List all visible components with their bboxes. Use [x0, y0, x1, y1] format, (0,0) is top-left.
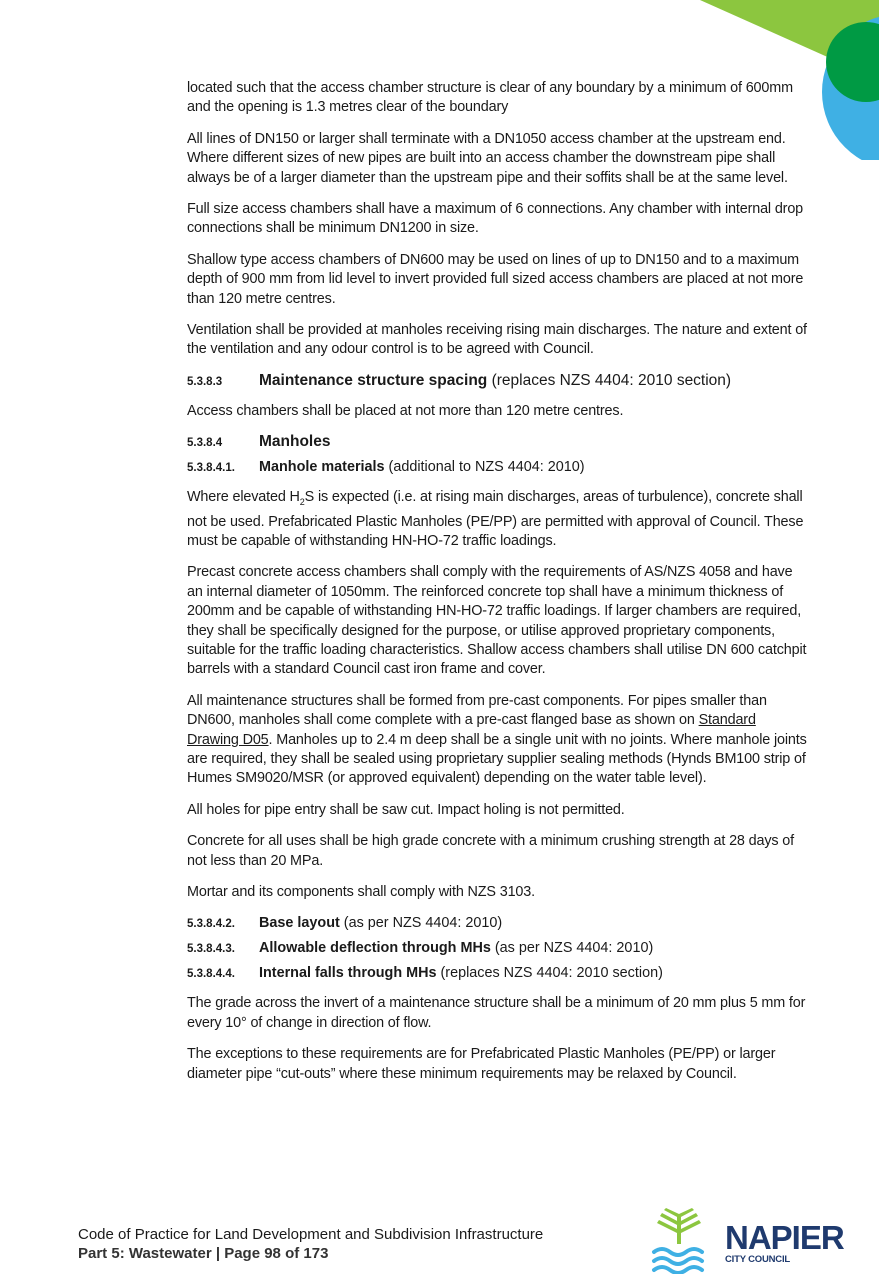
paragraph: All lines of DN150 or larger shall terminate with a DN1050 access chamber at the upstream end. Where different sizes of new pipes are built into an access chamber the downstream pipe shall always be of a larger diameter than the upstream pipe and their soffits shall be at the same level. [187, 130, 788, 186]
section-heading-5383 [187, 372, 807, 390]
subscript: 2 [299, 497, 305, 508]
logo-subtitle: CITY COUNCIL [725, 1254, 790, 1265]
section-number: 5.3.8.4.2. [187, 918, 235, 931]
section-heading-5384 [187, 433, 807, 451]
section-title: Allowable deflection through MHs [259, 940, 491, 957]
paragraph: Mortar and its components shall comply with NZS 3103. [187, 884, 535, 901]
section-number: 5.3.8.4.1. [187, 462, 235, 475]
text-run: Where elevated H [187, 489, 300, 506]
section-number: 5.3.8.4.4. [187, 968, 235, 981]
logo-name: NAPIER [725, 1219, 844, 1256]
section-title: Manholes [259, 433, 331, 451]
document-body [187, 79, 807, 1096]
paragraph: Shallow type access chambers of DN600 may be used on lines of up to DN150 and to a maximum depth of 900 mm from lid level to invert provided full sized access chambers are placed at not more than 120 metre centres. [187, 251, 804, 307]
section-heading-53841 [187, 458, 807, 476]
paragraph: The grade across the invert of a maintenance structure shall be a minimum of 20 mm plus 5 mm for every 10° of change in direction of flow. [187, 995, 806, 1031]
text-run: All maintenance structures shall be formed from pre-cast components. For pipes smaller than DN600, manholes shall come complete with a pre-cast flanged base as shown on [187, 692, 767, 729]
paragraph: Ventilation shall be provided at manholes receiving rising main discharges. The nature and extent of the ventilation and any odour control is to be agreed with Council. [187, 322, 807, 358]
section-title: Base layout [259, 915, 340, 932]
paragraph: located such that the access chamber structure is clear of any boundary by a minimum of 600mm and the opening is 1.3 metres clear of the boundary [187, 80, 793, 116]
section-title: Internal falls through MHs [259, 965, 437, 982]
footer-title: Code of Practice for Land Development and Subdivision Infrastructure [78, 1226, 544, 1243]
footer-page-info: Part 5: Wastewater | Page 98 of 173 [78, 1245, 329, 1262]
paragraph: The exceptions to these requirements are for Prefabricated Plastic Manholes (PE/PP) or larger diameter pipe “cut-outs” where these minimum requirements may be relaxed by Council. [187, 1046, 776, 1082]
paragraph [187, 488, 807, 551]
paragraph: Precast concrete access chambers shall comply with the requirements of AS/NZS 4058 and have an internal diameter of 1050mm. The reinforced concrete top shall have a minimum thickness of 200mm and be capable of withstanding HN-HO-72 traffic loadings. If larger chambers are required, they shall be specifically designed for the purpose, or utilise approved proprietary components, suitable for the traffic loading characteristics. Shallow access chambers shall utilise DN 600 catchpit barrels with a standard Council cast iron frame and cover. [187, 564, 807, 678]
section-heading-53842 [187, 914, 807, 932]
paragraph: Concrete for all uses shall be high grade concrete with a minimum crushing strength at 28 days of not less than 20 MPa. [187, 833, 794, 869]
section-title: Maintenance structure spacing [259, 371, 488, 389]
page-footer [78, 1225, 543, 1263]
section-heading-53843 [187, 939, 807, 957]
text-run: . Manholes up to 2.4 m deep shall be a single unit with no joints. Where manhole joints are required, they shall be sealed using proprietary supplier sealing methods (Hynds BM100 strip of Humes SM9020/MSR (or approved equivalent) depending on the water table level). [187, 731, 807, 787]
section-suffix: (as per NZS 4404: 2010) [490, 940, 654, 957]
section-number: 5.3.8.4.3. [187, 943, 235, 956]
logo-text [725, 1219, 844, 1266]
paragraph [187, 692, 807, 789]
section-number: 5.3.8.3 [187, 375, 223, 388]
text-run: S is expected (i.e. at rising main discharges, areas of turbulence), concrete shall not be used. Prefabricated Plastic Manholes (PE/PP) are permitted with approval of Council. These must be capable of withstanding HN-HO-72 traffic loadings. [187, 489, 804, 549]
section-suffix: (as per NZS 4404: 2010) [339, 915, 503, 932]
section-heading-53844 [187, 964, 807, 982]
section-suffix: (replaces NZS 4404: 2010 section) [487, 371, 732, 389]
section-suffix: (additional to NZS 4404: 2010) [384, 459, 585, 476]
section-title: Manhole materials [259, 459, 385, 476]
section-number: 5.3.8.4 [187, 437, 223, 450]
standard-drawing-link[interactable]: Standard Drawing D05 [187, 712, 756, 748]
paragraph: Access chambers shall be placed at not more than 120 metre centres. [187, 402, 624, 419]
paragraph: Full size access chambers shall have a maximum of 6 connections. Any chamber with internal drop connections shall be minimum DN1200 in size. [187, 201, 804, 237]
section-suffix: (replaces NZS 4404: 2010 section) [436, 965, 663, 982]
paragraph: All holes for pipe entry shall be saw cut. Impact holing is not permitted. [187, 801, 625, 818]
